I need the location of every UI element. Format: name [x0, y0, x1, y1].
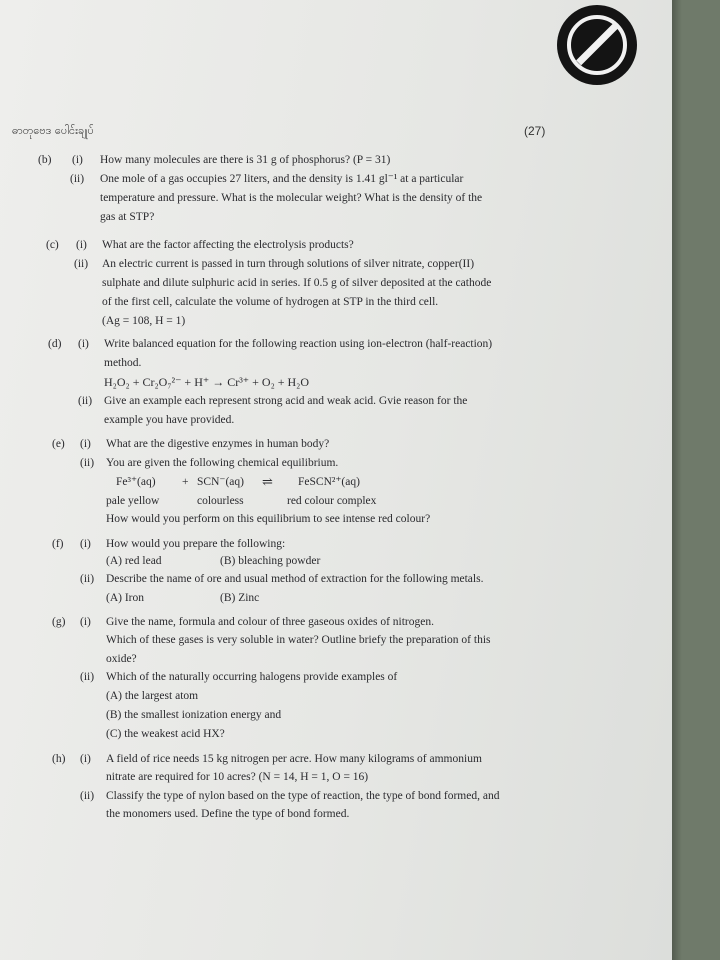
question-text: Give the name, formula and colour of three gaseous oxides of nitrogen.	[106, 616, 434, 628]
option-a: (A) red lead	[106, 555, 162, 567]
question-label: (g)	[52, 616, 66, 628]
question-text: Classify the type of nylon based on the type of reaction, the type of bond formed, and	[106, 790, 500, 802]
colour-label: colourless	[197, 495, 244, 507]
question-text: Which of the naturally occurring halogens provide examples of	[106, 671, 398, 683]
question-label: (f)	[52, 538, 64, 550]
question-text: nitrate are required for 10 acres? (N = 14, H = 1, O = 16)	[106, 771, 369, 783]
option-c: (C) the weakest acid HX?	[106, 728, 225, 740]
colour-label: pale yellow	[106, 495, 160, 507]
question-text: An electric current is passed in turn through solutions of silver nitrate, copper(II)	[102, 258, 475, 270]
part-number: (ii)	[70, 173, 85, 185]
part-number: (i)	[76, 239, 87, 251]
question-text: What are the digestive enzymes in human body?	[106, 438, 330, 450]
page-number: (27)	[524, 124, 546, 138]
equilibrium-arrow: ⇌	[262, 474, 273, 489]
equilibrium-reactant-2: SCN⁻(aq)	[197, 476, 244, 488]
question-text: Give an example each represent strong acid and weak acid. Gvie reason for the	[104, 395, 468, 407]
question-text: A field of rice needs 15 kg nitrogen per acre. How many kilograms of ammonium	[106, 753, 482, 765]
equilibrium-product: FeSCN²⁺(aq)	[298, 476, 360, 488]
question-text: How many molecules are there is 31 g of phosphorus? (P = 31)	[100, 154, 391, 166]
option-b: (B) the smallest ionization energy and	[106, 709, 282, 721]
question-text: How would you prepare the following:	[106, 538, 286, 550]
part-number: (i)	[72, 154, 83, 166]
option-a: (A) Iron	[106, 592, 144, 604]
equilibrium-plus: +	[182, 476, 189, 488]
question-text: Which of these gases is very soluble in water? Outline briefy the preparation of this	[106, 634, 491, 646]
question-text: oxide?	[106, 653, 137, 665]
question-label: (c)	[46, 239, 59, 251]
question-text: sulphate and dilute sulphuric acid in series. If 0.5 g of silver deposited at the cathode	[102, 277, 492, 289]
colour-label: red colour complex	[287, 495, 377, 507]
question-label: (b)	[38, 154, 52, 166]
part-number: (ii)	[78, 395, 93, 407]
part-number: (i)	[80, 753, 91, 765]
question-text: One mole of a gas occupies 27 liters, and the density is 1.41 gl⁻¹ at a particular	[100, 173, 464, 185]
part-number: (i)	[78, 338, 89, 350]
part-number: (ii)	[74, 258, 89, 270]
part-number: (ii)	[80, 573, 95, 585]
equilibrium-reactant-1: Fe³⁺(aq)	[116, 476, 156, 488]
part-number: (ii)	[80, 790, 95, 802]
question-text: How would you perform on this equilibrium to see intense red colour?	[106, 513, 431, 525]
option-b: (B) Zinc	[220, 592, 260, 604]
question-text: example you have provided.	[104, 414, 235, 426]
question-text: Describe the name of ore and usual method of extraction for the following metals.	[106, 573, 484, 585]
question-text: gas at STP?	[100, 211, 155, 223]
question-label: (e)	[52, 438, 65, 450]
part-number: (i)	[80, 438, 91, 450]
option-b: (B) bleaching powder	[220, 555, 321, 567]
watermark-stamp-icon	[557, 5, 637, 85]
question-text: You are given the following chemical equilibrium.	[106, 457, 339, 469]
question-text: Write balanced equation for the following reaction using ion-electron (half-reaction)	[104, 338, 493, 350]
question-text: of the first cell, calculate the volume of hydrogen at STP in the third cell.	[102, 296, 439, 308]
question-text: (Ag = 108, H = 1)	[102, 315, 186, 327]
part-number: (ii)	[80, 671, 95, 683]
question-text: the monomers used. Define the type of bond formed.	[106, 808, 350, 820]
part-number: (i)	[80, 616, 91, 628]
option-a: (A) the largest atom	[106, 690, 199, 702]
part-number: (ii)	[80, 457, 95, 469]
subject-title: ဓာတုဗေဒ ပေါင်းချုပ်	[12, 124, 94, 137]
question-text: method.	[104, 357, 142, 369]
question-text: What are the factor affecting the electrolysis products?	[102, 239, 354, 251]
question-text: temperature and pressure. What is the molecular weight? What is the density of the	[100, 192, 483, 204]
question-label: (d)	[48, 338, 62, 350]
part-number: (i)	[80, 538, 91, 550]
question-label: (h)	[52, 753, 66, 765]
redox-equation: H₂O₂ + Cr₂O₇²⁻ + H⁺ → Cr³⁺ + O₂ + H₂O	[104, 375, 310, 389]
